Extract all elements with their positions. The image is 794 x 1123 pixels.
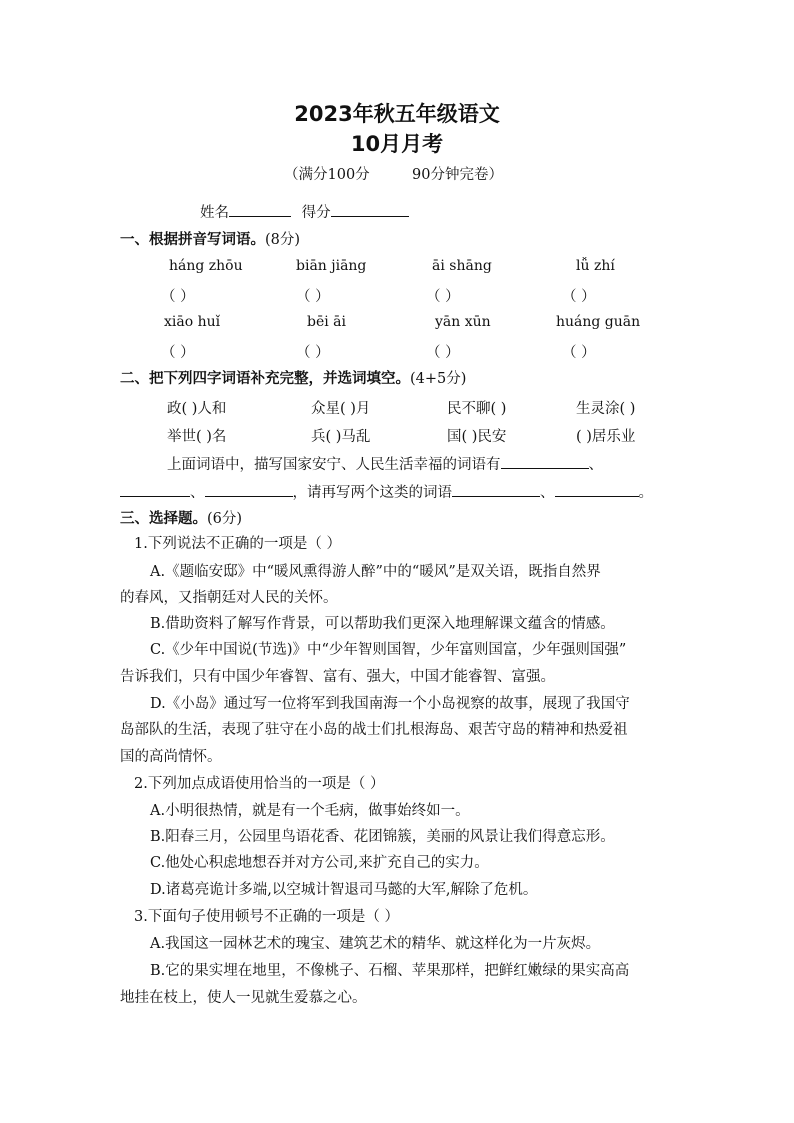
section3-points: (6分) (207, 511, 243, 527)
q2-option-b[interactable]: B.阳春三月，公园里鸟语花香、花团锦簇，美丽的风景让我们得意忘形。 (150, 829, 615, 845)
section1-heading (120, 230, 300, 250)
score-blank[interactable] (331, 201, 409, 217)
section3-heading (120, 509, 242, 529)
q1-option-d-cont: 国的高尚情怀。 (120, 749, 222, 765)
q2-option-c[interactable]: C.他处心积虑地想吞并对方公司,来扩充自己的实力。 (150, 855, 489, 871)
q1-option-a-cont: 的春风，又指朝廷对人民的关怀。 (120, 590, 338, 606)
time-note: 90分钟完卷） (412, 167, 503, 183)
answer-paren[interactable]: （ ） (161, 345, 195, 361)
q3-option-b[interactable]: B.它的果实埋在地里，不像桃子、石榴、苹果那样，把鲜红嫩绿的果实高高 (150, 963, 630, 979)
idiom-item: 生灵涂( ) (576, 401, 636, 417)
idiom-item: ( )居乐业 (576, 429, 636, 445)
score-label: 得分 (301, 205, 331, 221)
fill-blank[interactable] (205, 481, 293, 497)
fill-blank[interactable] (501, 453, 589, 469)
fill-blank[interactable] (452, 481, 540, 497)
q3-option-b-cont: 地挂在枝上，使人一见就生爱慕之心。 (120, 990, 367, 1006)
full-score-note: （满分100分 (284, 167, 370, 183)
name-label: 姓名 (200, 205, 229, 221)
section2-points: (4+5分) (410, 371, 467, 387)
question-2: 2.下列加点成语使用恰当的一项是（ ） (134, 776, 385, 792)
fill-separator: 、 (540, 485, 555, 501)
answer-paren[interactable]: （ ） (562, 345, 596, 361)
idiom-item: 国( )民安 (447, 429, 507, 445)
q1-option-d-cont: 岛部队的生活，表现了驻守在小岛的战士们扎根海岛、艰苦守岛的精神和热爱祖 (120, 722, 628, 738)
answer-paren[interactable]: （ ） (426, 289, 460, 305)
answer-paren[interactable]: （ ） (296, 345, 330, 361)
fill-in-line2 (120, 481, 653, 503)
section1-title: 一、根据拼音写词语。 (120, 232, 265, 248)
fill-prompt: ，请再写两个这类的词语 (292, 485, 452, 501)
section2-heading (120, 369, 466, 389)
pinyin-item: yān xūn (435, 314, 491, 330)
pinyin-item: xiāo huǐ (164, 314, 221, 330)
question-1: 1.下列说法不正确的一项是（ ） (134, 536, 341, 552)
answer-paren[interactable]: （ ） (296, 289, 330, 305)
idiom-item: 民不聊( ) (447, 401, 507, 417)
question-3: 3.下面句子使用顿号不正确的一项是（ ） (134, 909, 399, 925)
name-blank[interactable] (229, 201, 291, 217)
answer-paren[interactable]: （ ） (161, 289, 195, 305)
fill-blank[interactable] (555, 481, 639, 497)
q1-option-d[interactable]: D.《小岛》通过写一位将军到我国南海一个小岛视察的故事，展现了我国守 (150, 696, 630, 712)
q1-option-b[interactable]: B.借助资料了解写作背景，可以帮助我们更深入地理解课文蕴含的情感。 (150, 616, 615, 632)
pinyin-item: bēi āi (307, 314, 346, 330)
q3-option-a[interactable]: A.我国这一园林艺术的瑰宝、建筑艺术的精华、就这样化为一片灰烬。 (150, 936, 601, 952)
exam-title-line1: 2023年秋五年级语文 (294, 102, 500, 126)
fill-separator: 、 (190, 485, 205, 501)
q1-option-a[interactable]: A.《题临安邸》中“暖风熏得游人醉”中的“暖风”是双关语，既指自然界 (150, 564, 601, 580)
pinyin-item: biān jiāng (296, 258, 367, 274)
fill-separator: 、 (588, 457, 603, 473)
name-score-line (200, 201, 409, 223)
q2-option-a[interactable]: A.小明很热情，就是有一个毛病，做事始终如一。 (150, 803, 470, 819)
answer-paren[interactable]: （ ） (562, 289, 596, 305)
exam-title-line2: 10月月考 (350, 132, 444, 156)
pinyin-item: lǚ zhí (576, 258, 615, 274)
pinyin-item: huáng guān (556, 314, 641, 330)
q1-option-c-cont: 告诉我们，只有中国少年睿智、富有、强大，中国才能睿智、富强。 (120, 669, 555, 685)
section1-points: (8分) (265, 232, 301, 248)
fill-period: 。 (638, 485, 653, 501)
fill-prompt: 上面词语中，描写国家安宁、人民生活幸福的词语有 (167, 457, 501, 473)
idiom-item: 政( )人和 (167, 401, 227, 417)
pinyin-item: āi shāng (432, 258, 492, 274)
pinyin-item: háng zhōu (169, 258, 243, 274)
q1-option-c[interactable]: C.《少年中国说(节选)》中“少年智则国智，少年富则国富，少年强则国强” (150, 642, 627, 658)
fill-blank[interactable] (120, 481, 190, 497)
idiom-item: 众星( )月 (311, 401, 371, 417)
section3-title: 三、选择题。 (120, 511, 207, 527)
fill-in-line1 (167, 453, 603, 475)
idiom-item: 兵( )马乱 (311, 429, 371, 445)
answer-paren[interactable]: （ ） (426, 345, 460, 361)
section2-title: 二、把下列四字词语补充完整，并选词填空。 (120, 371, 410, 387)
idiom-item: 举世( )名 (167, 429, 227, 445)
q2-option-d[interactable]: D.诸葛亮诡计多端,以空城计智退司马懿的大军,解除了危机。 (150, 882, 538, 898)
